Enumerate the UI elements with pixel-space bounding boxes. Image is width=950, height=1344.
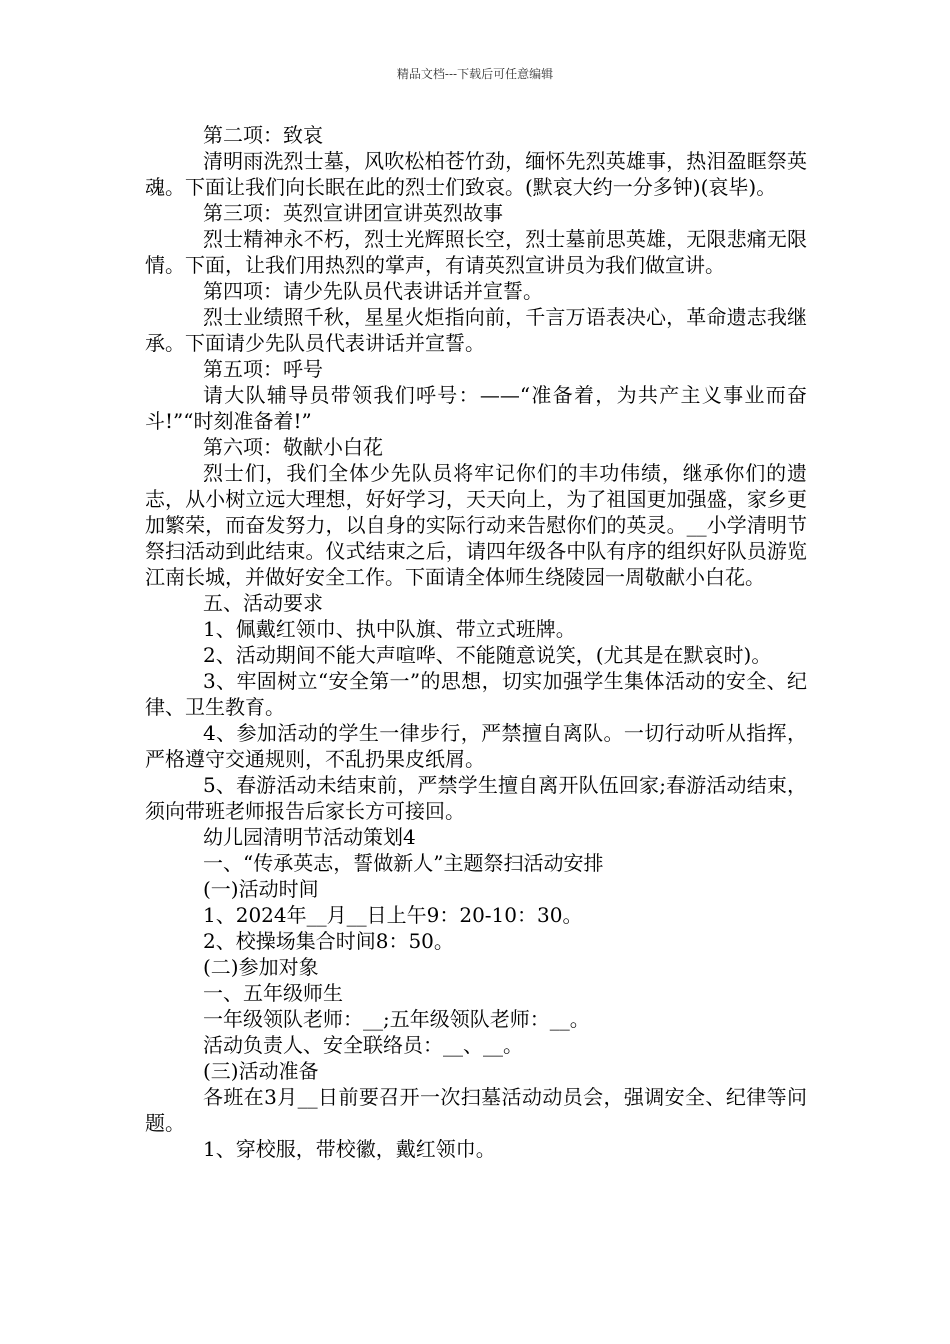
paragraph: (一)活动时间 — [203, 877, 319, 901]
page-header: 精品文档---下载后可任意编辑 — [396, 67, 554, 81]
paragraph: 清明雨洗烈士墓，风吹松柏苍竹劲，缅怀先烈英雄事，热泪盈眶祭英魂。下面让我们向长眠在此的烈士们致哀。(默哀大约一分多钟)(哀毕)。 — [145, 149, 807, 199]
document-body — [145, 122, 807, 1162]
paragraph: (三)活动准备 — [203, 1059, 319, 1083]
paragraph: 烈士们，我们全体少先队员将牢记你们的丰功伟绩，继承你们的遗志，从小树立远大理想，好好学习，天天向上，为了祖国更加强盛，家乡更加繁荣，而奋发努力，以自身的实际行动来告慰你们的英灵。__小学清明节祭扫活动到此结束。仪式结束之后，请四年级各中队有序的组织好队员游览江南长城，并做好安全工作。下面请全体师生绕陵园一周敬献小白花。 — [145, 461, 807, 589]
paragraph: 4、参加活动的学生一律步行，严禁擅自离队。一切行动听从指挥，严格遵守交通规则，不乱扔果皮纸屑。 — [145, 721, 807, 771]
paragraph: 一年级领队老师：__;五年级领队老师：__。 — [203, 1007, 590, 1031]
paragraph: 烈士业绩照千秋，星星火炬指向前，千言万语表决心，革命遗志我继承。下面请少先队员代表讲话并宣誓。 — [145, 305, 807, 355]
paragraph: 1、佩戴红领巾、执中队旗、带立式班牌。 — [203, 617, 576, 641]
paragraph: 第六项：敬献小白花 — [203, 435, 383, 459]
paragraph: 3、牢固树立“安全第一”的思想，切实加强学生集体活动的安全、纪律、卫生教育。 — [145, 669, 807, 719]
paragraph: 5、春游活动未结束前，严禁学生擅自离开队伍回家;春游活动结束，须向带班老师报告后家长方可接回。 — [145, 773, 807, 823]
paragraph: 请大队辅导员带领我们呼号：——“准备着，为共产主义事业而奋斗!”“时刻准备着!” — [145, 383, 807, 433]
paragraph: 幼儿园清明节活动策划4 — [203, 825, 416, 849]
paragraph: 1、穿校服，带校徽，戴红领巾。 — [203, 1137, 496, 1161]
paragraph: 活动负责人、安全联络员：__、__。 — [203, 1033, 523, 1057]
paragraph: 2、校操场集合时间8：50。 — [203, 929, 454, 953]
paragraph: 第四项：请少先队员代表讲话并宣誓。 — [203, 279, 543, 303]
paragraph: 一、五年级师生 — [203, 981, 343, 1005]
paragraph: 1、2024年__月__日上午9：20-10：30。 — [203, 903, 583, 927]
paragraph: 第五项：呼号 — [203, 357, 323, 381]
paragraph: (二)参加对象 — [203, 955, 319, 979]
paragraph: 五、活动要求 — [203, 591, 323, 615]
paragraph: 2、活动期间不能大声喧哗、不能随意说笑，(尤其是在默哀时)。 — [203, 643, 772, 667]
paragraph: 第二项：致哀 — [203, 123, 323, 147]
paragraph: 一、“传承英志，誓做新人”主题祭扫活动安排 — [203, 851, 604, 875]
paragraph: 烈士精神永不朽，烈士光辉照长空，烈士墓前思英雄，无限悲痛无限情。下面，让我们用热烈的掌声，有请英烈宣讲员为我们做宣讲。 — [145, 227, 807, 277]
paragraph: 第三项：英烈宣讲团宣讲英烈故事 — [203, 201, 503, 225]
paragraph: 各班在3月__日前要召开一次扫墓活动动员会，强调安全、纪律等问题。 — [145, 1085, 807, 1135]
